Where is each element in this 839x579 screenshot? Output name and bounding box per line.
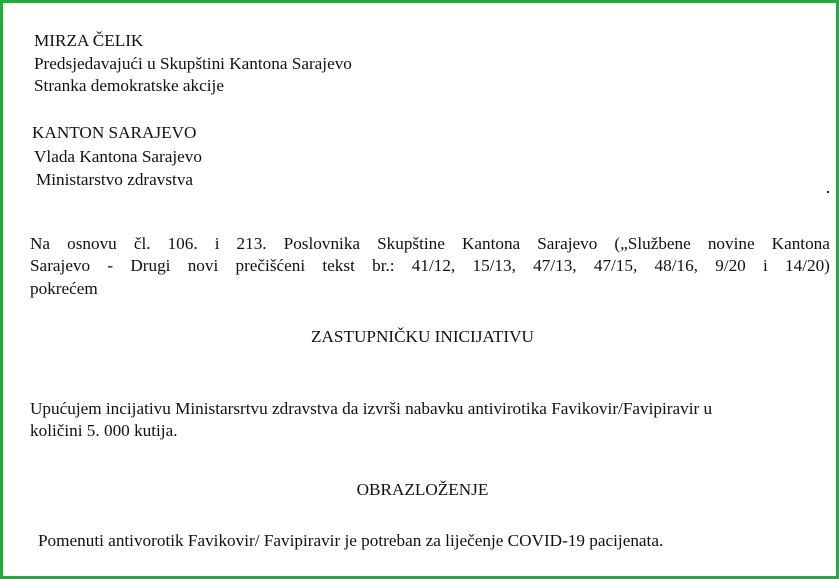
heading-initiative: ZASTUPNIČKU INICIJATIVU xyxy=(311,327,534,346)
author-role: Predsjedavajući u Skupštini Kantona Sarajevo xyxy=(34,54,352,73)
initiative-line-1: Upućujem incijativu Ministarsrtvu zdravstva da izvrši nabavku antivirotika Favikovir/Favipiravir u xyxy=(30,399,713,418)
intro-line-1-word: Na xyxy=(30,234,51,253)
explanation-text: Pomenuti antivorotik Favikovir/ Favipiravir je potreban za liječenje COVID-19 pacijenata. xyxy=(38,531,664,550)
intro-line-2-word: 47/13, xyxy=(533,256,577,275)
stray-mark xyxy=(827,191,829,193)
intro-line-1-word: Sarajevo xyxy=(537,234,598,253)
initiative-line-2: količini 5. 000 kutija. xyxy=(30,421,178,440)
intro-line-2-word: 47/15, xyxy=(593,256,638,275)
intro-line-2-word: prečišćeni xyxy=(235,256,306,275)
intro-line-1-word: 106. xyxy=(167,234,198,253)
intro-line-2-word: 41/12, xyxy=(411,256,456,275)
author-name: MIRZA ČELIK xyxy=(34,31,144,50)
intro-line-2-word: 14/20) xyxy=(785,256,830,275)
intro-line-1-word: i xyxy=(214,234,220,253)
recipient-line-2: Vlada Kantona Sarajevo xyxy=(34,147,202,166)
intro-line-1-word: Skupštine xyxy=(377,234,445,253)
intro-line-2-word: br.: xyxy=(372,256,395,275)
intro-line-2-word: tekst xyxy=(322,256,355,275)
intro-line-2-word: 9/20 xyxy=(715,256,746,275)
intro-line-1-word: 213. xyxy=(236,234,267,253)
intro-line-1-word: novine xyxy=(707,234,755,253)
intro-line-2-word: 48/16, xyxy=(654,256,698,275)
intro-line-2-word: novi xyxy=(187,256,219,275)
intro-line-2-word: i xyxy=(763,256,768,275)
recipient-line-1: KANTON SARAJEVO xyxy=(32,123,197,142)
intro-line-1-word: Kantona xyxy=(461,234,521,253)
intro-line-2-word: Drugi xyxy=(130,256,171,275)
recipient-line-3: Ministarstvo zdravstva xyxy=(36,170,194,189)
heading-explanation: OBRAZLOŽENJE xyxy=(356,480,489,499)
intro-line-1-word: Poslovnika xyxy=(283,234,361,253)
intro-line-2 xyxy=(30,256,830,276)
intro-line-2-word: 15/13, xyxy=(472,256,516,275)
intro-line-1-word: („Službene xyxy=(614,234,691,253)
intro-line-3: pokrećem xyxy=(30,279,98,298)
author-party: Stranka demokratske akcije xyxy=(34,76,224,95)
intro-line-1-word: čl. xyxy=(133,234,151,253)
intro-line-1-word: osnovu xyxy=(67,234,117,253)
intro-line-1 xyxy=(30,234,830,254)
intro-line-2-word: - xyxy=(107,256,114,275)
intro-line-2-word: Sarajevo xyxy=(30,256,91,275)
intro-line-1-word: Kantona xyxy=(771,234,830,253)
